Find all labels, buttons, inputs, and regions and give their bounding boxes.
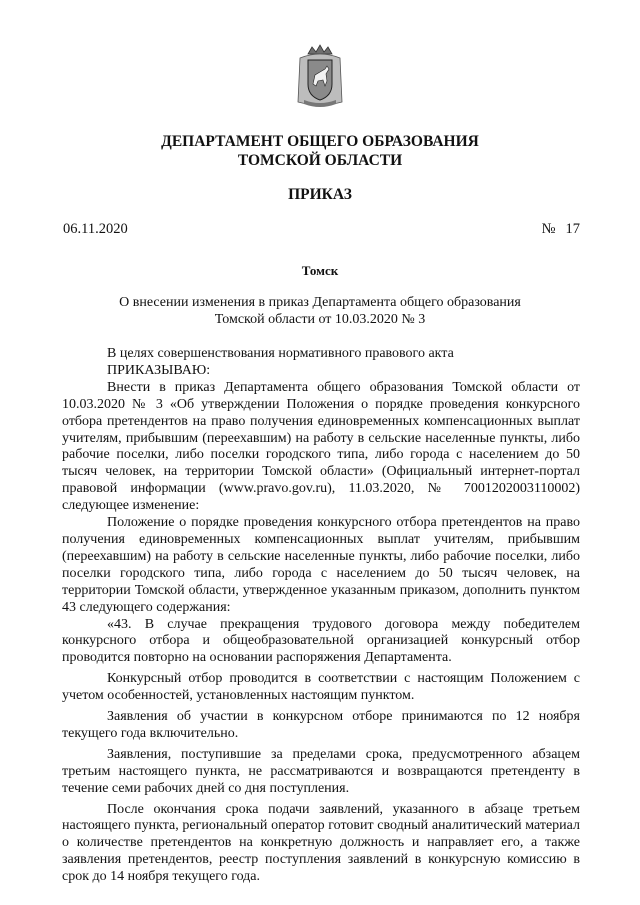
body-paragraph: Положение о порядке проведения конкурсного отбора претендентов на право получения единовременных компенсационных выплат учителям, прибывшим (переехавшим) на работу в сельские населенные пункты, либо рабочие поселки, либо поселки городского типа, либо города с населением до 50 тысяч человек, на территории Томской области, утвержденное указанным приказом, дополнить пунктом 43 следующего содержания: <box>62 515 580 615</box>
subject-line2: Томской области от 10.03.2020 № 3 <box>214 312 426 327</box>
department-name-line2: ТОМСКОЙ ОБЛАСТИ <box>237 152 403 169</box>
body-paragraph: «43. В случае прекращения трудового договора между победителем конкурсного отбора и общеобразовательной организацией конкурсный отбор проводится повторно на основании распоряжения Департамента. <box>62 616 580 666</box>
subject-line1: О внесении изменения в приказ Департамента общего образования <box>119 295 521 310</box>
document-number <box>542 221 580 238</box>
coat-of-arms-icon <box>296 44 344 108</box>
department-name <box>0 132 640 170</box>
body-paragraph: Заявления, поступившие за пределами срока, предусмотренного абзацем третьим настоящего пункта, не рассматриваются и возвращаются претенденту в течение семи рабочих дней со дня поступления. <box>62 746 580 796</box>
document-type: ПРИКАЗ <box>288 186 352 203</box>
body-paragraph: Конкурсный отбор проводится в соответствии с настоящим Положением с учетом особенностей, установленных настоящим пунктом. <box>62 671 580 704</box>
body-paragraph: ПРИКАЗЫВАЮ: <box>107 362 211 378</box>
document-body <box>62 346 580 886</box>
document-subject <box>0 294 640 328</box>
body-paragraph: В целях совершенствования нормативного правового акта <box>107 346 454 361</box>
number-sign: № <box>541 221 556 237</box>
number-value: 17 <box>565 221 580 237</box>
department-name-line1: ДЕПАРТАМЕНТ ОБЩЕГО ОБРАЗОВАНИЯ <box>161 133 479 150</box>
body-paragraph: Внести в приказ Департамента общего образования Томской области от 10.03.2020 № 3 «Об утверждении Положения о порядке проведения конкурсного отбора претендентов на право получения единовременных компенсационных выплат учителям, прибывшим (переехавшим) на работу в сельские населенные пункты, либо рабочие поселки, либо поселки городского типа, либо города с населением до 50 тысяч человек, на территории Томской области» (Официальный интернет-портал правовой информации (www.pravo.gov.ru), 11.03.2020, № 7001202003110002) следующее изменение: <box>62 379 580 514</box>
city: Томск <box>301 263 339 278</box>
document-date: 06.11.2020 <box>63 221 128 237</box>
body-paragraph: Заявления об участии в конкурсном отборе принимаются по 12 ноября текущего года включительно. <box>62 709 580 741</box>
body-paragraph: После окончания срока подачи заявлений, указанного в абзаце третьем настоящего пункта, региональный оператор готовит сводный аналитический материал о количестве претендентов на конкретную должность и направляет его, а также заявления претендентов, реестр поступления заявлений в конкурсную комиссию в срок до 14 ноября текущего года. <box>62 801 580 885</box>
